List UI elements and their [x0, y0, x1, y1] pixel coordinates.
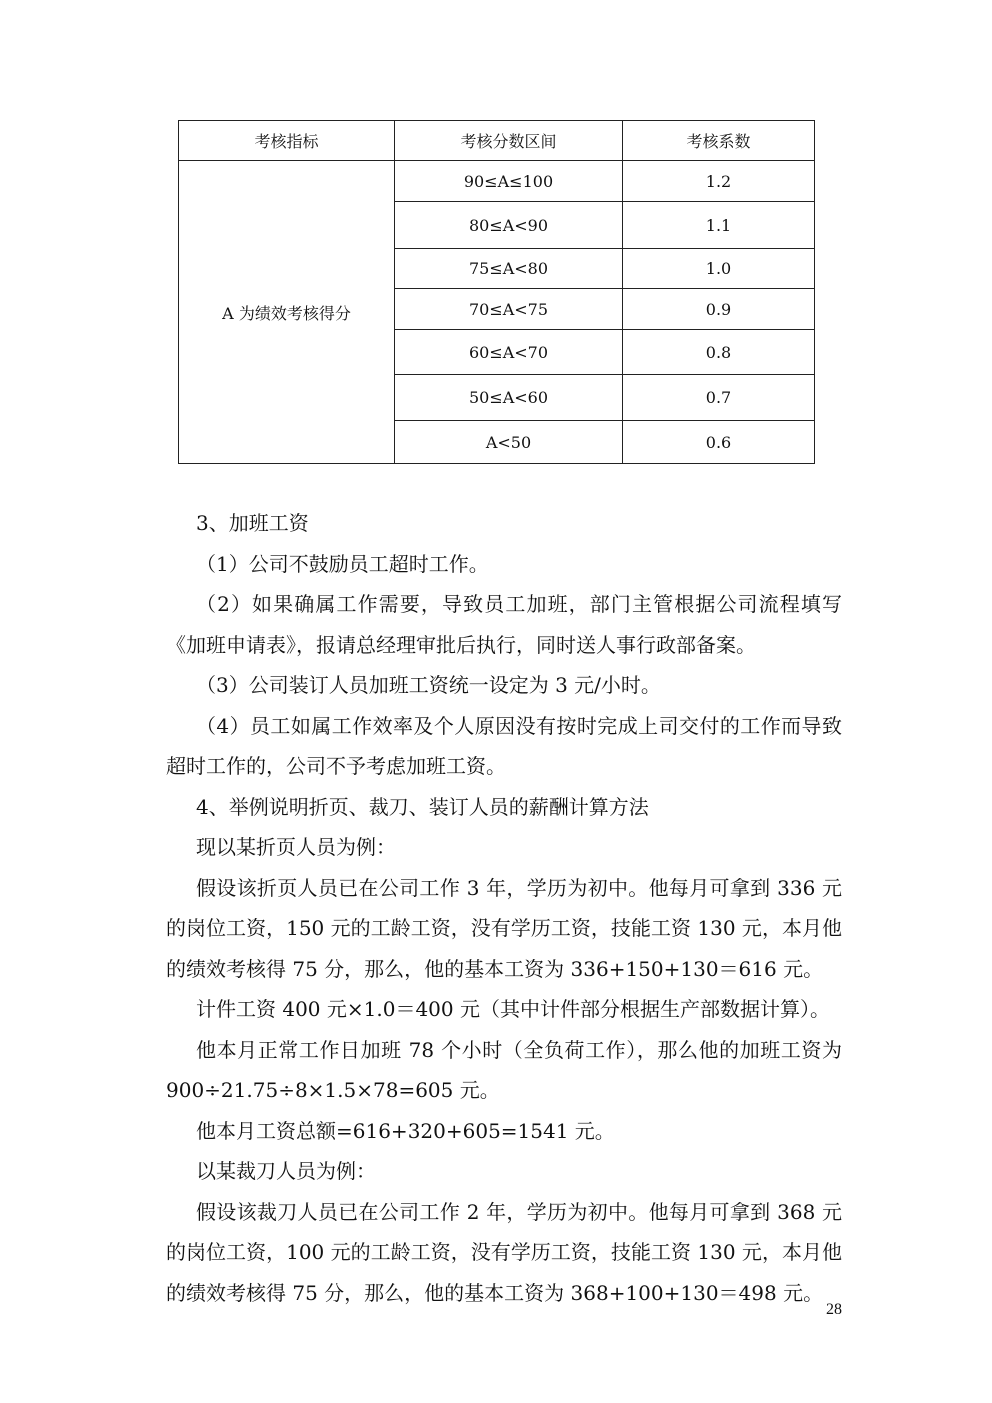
header-coefficient: 考核系数: [623, 121, 815, 161]
body-text: [166, 503, 842, 1313]
page-number: 28: [826, 1301, 842, 1318]
paragraph: 假设该裁刀人员已在公司工作 2 年，学历为初中。他每月可拿到 368 元的岗位工资，100 元的工龄工资，没有学历工资，技能工资 130 元，本月他的绩效考核得 75 分，那么，他的基本工资为 368+100+130＝498 元。: [166, 1199, 842, 1305]
table-header-row: [179, 121, 815, 161]
paragraph: 现以某折页人员为例：: [196, 835, 396, 859]
coefficient-cell: 1.1: [623, 202, 815, 249]
score-range-cell: 60≤A<70: [395, 330, 623, 375]
paragraph: （1）公司不鼓励员工超时工作。: [196, 551, 489, 576]
score-range-cell: 80≤A<90: [395, 202, 623, 249]
table-row: [179, 161, 815, 202]
section-heading-overtime: 3、加班工资: [196, 511, 309, 535]
paragraph: （3）公司装订人员加班工资统一设定为 3 元/小时。: [196, 673, 661, 697]
paragraph: （4）员工如属工作效率及个人原因没有按时完成上司交付的工作而导致超时工作的，公司不予考虑加班工资。: [166, 713, 842, 778]
score-range-cell: 90≤A≤100: [395, 161, 623, 202]
section-heading-examples: 4、举例说明折页、裁刀、装订人员的薪酬计算方法: [196, 794, 649, 819]
header-indicator: 考核指标: [179, 121, 395, 161]
score-range-cell: 75≤A<80: [395, 249, 623, 289]
score-range-cell: 70≤A<75: [395, 289, 623, 330]
coefficient-cell: 1.2: [623, 161, 815, 202]
paragraph: 他本月正常工作日加班 78 个小时（全负荷工作），那么他的加班工资为 900÷21.75÷8×1.5×78=605 元。: [166, 1037, 842, 1102]
paragraph: 他本月工资总额=616+320+605=1541 元。: [196, 1118, 615, 1143]
coefficient-cell: 0.7: [623, 375, 815, 421]
paragraph: 以某裁刀人员为例：: [196, 1159, 376, 1183]
score-range-cell: A<50: [395, 421, 623, 464]
coefficient-cell: 0.6: [623, 421, 815, 464]
indicator-cell: A 为绩效考核得分: [179, 161, 395, 464]
coefficient-cell: 0.8: [623, 330, 815, 375]
paragraph: 计件工资 400 元×1.0＝400 元（其中计件部分根据生产部数据计算）。: [196, 997, 830, 1021]
paragraph: （2）如果确属工作需要，导致员工加班，部门主管根据公司流程填写《加班申请表》，报请总经理审批后执行，同时送人事行政部备案。: [166, 592, 842, 657]
coefficient-cell: 1.0: [623, 249, 815, 289]
header-score-range: 考核分数区间: [395, 121, 623, 161]
score-range-cell: 50≤A<60: [395, 375, 623, 421]
coefficient-cell: 0.9: [623, 289, 815, 330]
paragraph: 假设该折页人员已在公司工作 3 年，学历为初中。他每月可拿到 336 元的岗位工资，150 元的工龄工资，没有学历工资，技能工资 130 元，本月他的绩效考核得 75 分，那么，他的基本工资为 336+150+130＝616 元。: [166, 875, 842, 981]
score-coefficient-table: [178, 120, 815, 464]
